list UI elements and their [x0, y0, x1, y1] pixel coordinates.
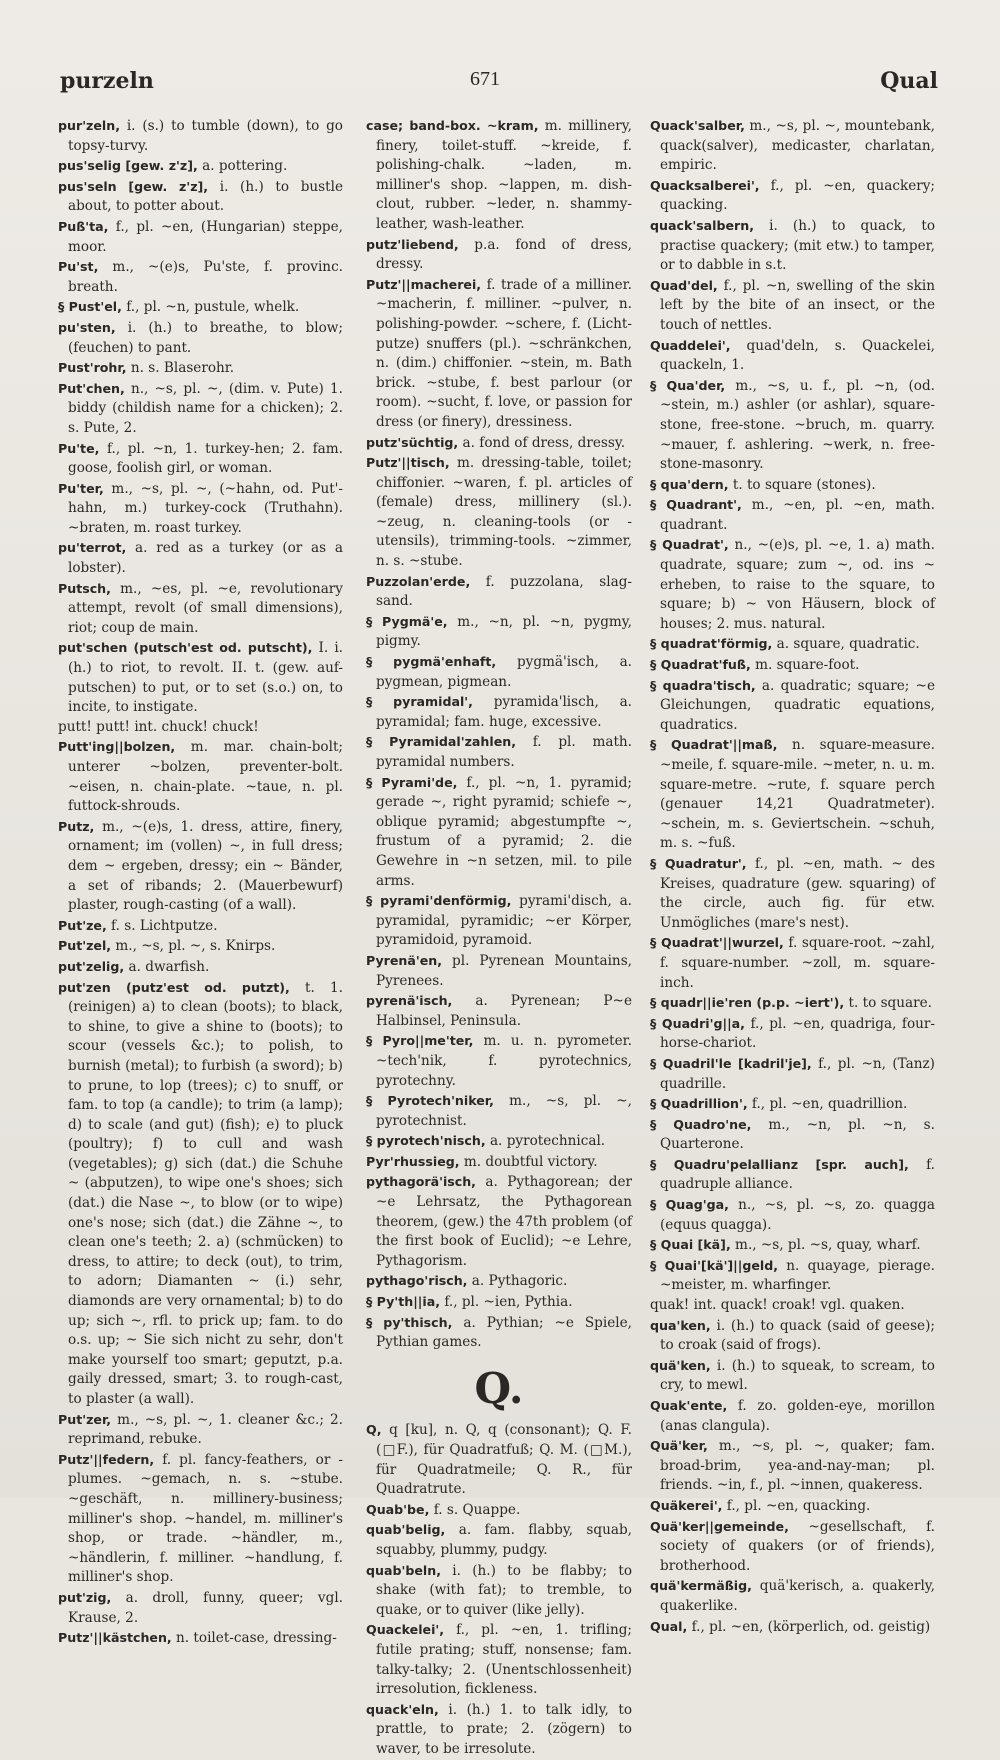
dictionary-entry: putt! putt! int. chuck! chuck!: [58, 718, 259, 735]
page-number: 671: [470, 68, 500, 90]
dictionary-entry: quab'beln, i. (h.) to be flabby; to shake (with fat); to tremble, to quake, or to quiver (like jelly).: [366, 1562, 632, 1618]
dictionary-entry: Quak'ente, f. zo. golden-eye, morillon (anas clangula).: [650, 1398, 935, 1434]
dictionary-entry: § Quadrat'||maß, n. square-measure. ~meile, f. square-mile. ~meter, n. u. m. square-metre. ~rute, f. square perch (genauer 14,21 Quadratmeter). ~schein, m. s. Geviertschein. ~schuh, m. s. ~fuß.: [650, 737, 935, 852]
dictionary-entry: quä'ken, i. (h.) to squeak, to scream, to cry, to mewl.: [650, 1357, 935, 1394]
dictionary-entry: case; band-box. ~kram, m. millinery, finery, toilet-stuff. ~kreide, f. polishing-chalk. ~laden, m. milliner's shop. ~lappen, m. dish-clout, rubber. ~leder, n. shammy-leather, wash-leather.: [366, 118, 632, 232]
dictionary-entry: § Qua'der, m., ~s, u. f., pl. ~n, (od. ~stein, m.) ashler (or ashlar), square-stone, free-stone. ~bruch, m. quarry. ~mauer, f. ashlering. ~werk, n. free-stone-masonry.: [650, 377, 935, 473]
dictionary-entry: quak! int. quack! croak! vgl. quaken.: [650, 1297, 905, 1314]
dictionary-entry: § Quadrant', m., ~en, pl. ~en, math. quadrant.: [650, 497, 935, 533]
dictionary-entry: § Py'th||ia, f., pl. ~ien, Pythia.: [366, 1294, 573, 1311]
dictionary-entry: put'zen (putz'est od. putzt), t. 1. (reinigen) a) to clean (boots); to black, to shine, to give a shine to (boots); to scour (vessels &c.); to polish, to burnish (metal); to furbish (a sword); b) to prune, to lop (trees); c) to snuff, or fam. to top (a candle); to trim (a lamp); d) to scale (and gut) (fish); e) to pluck (poultry); f) to cull and wash (vegetables); g) sich (dat.) die Schuhe ~ (abputzen), to wipe one's shoes; sich (dat.) die Nase ~, to blow (or to wipe) one's nose; sich (dat.) die Zähne ~, to clean one's teeth; 2. a) (schmücken) to dress, to attire; to deck (out), to trim, to adorn; Diamanten ~ (i.) sehr, diamonds are very ornamental; b) to do up; sich ~, rfl. to prick up; fam. to do o.s. up; ~ Sie sich nicht zu sehr, don't make yourself too smart; geputzt, p.a. gaily dressed, smart; 3. to rough-cast, to plaster (a wall).: [58, 979, 343, 1407]
dictionary-entry: § Quadril'le [kadril'je], f., pl. ~n, (Tanz) quadrille.: [650, 1055, 935, 1092]
dictionary-entry: Put'chen, n., ~s, pl. ~, (dim. v. Pute) 1. biddy (childish name for a chicken); 2. s. Pute, 2.: [58, 380, 343, 436]
dictionary-entry: § pyrotech'nisch, a. pyrotechnical.: [366, 1133, 606, 1150]
dictionary-entry: Pyr'rhussieg, m. doubtful victory.: [366, 1153, 598, 1170]
dictionary-entry: § quadrat'förmig, a. square, quadratic.: [650, 636, 920, 653]
dictionary-entry: pus'selig [gew. z'z], a. pottering.: [58, 158, 288, 175]
dictionary-entry: Putt'ing||bolzen, m. mar. chain-bolt; unterer ~bolzen, preventer-bolt. ~eisen, n. chain-plate. ~taue, n. pl. futtock-shrouds.: [58, 739, 343, 815]
dictionary-entry: Quä'ker||gemeinde, ~gesellschaft, f. society of quakers (or of friends), brotherhood.: [650, 1518, 935, 1574]
dictionary-entry: Puzzolan'erde, f. puzzolana, slag-sand.: [366, 573, 632, 610]
dictionary-entry: § pyramidal', pyramida'lisch, a. pyramidal; fam. huge, excessive.: [366, 694, 632, 730]
dictionary-entry: pythago'risch, a. Pythagoric.: [366, 1273, 568, 1290]
dictionary-entry: qua'ken, i. (h.) to quack (said of geese); to croak (said of frogs).: [650, 1317, 935, 1354]
dictionary-entry: Pust'rohr, n. s. Blaserohr.: [58, 360, 235, 377]
dictionary-entry: put'zig, a. droll, funny, queer; vgl. Krause, 2.: [58, 1589, 343, 1626]
dictionary-entry: § Quadri'g||a, f., pl. ~en, quadriga, four-horse-chariot.: [650, 1015, 935, 1052]
dictionary-entry: § py'thisch, a. Pythian; ~e Spiele, Pythian games.: [366, 1314, 632, 1351]
dictionary-entry: Q, q [ku], n. Q, q (consonant); Q. F. (□F.), für Quadratfuß; Q. M. (□M.), für Quadratmeile; Q. R., für Quadratrute.: [366, 1422, 632, 1498]
dictionary-entry: putz'liebend, p.a. fond of dress, dressy.: [366, 236, 632, 273]
dictionary-entry: Quad'del, f., pl. ~n, swelling of the skin left by the bite of an insect, or the touch of nettles.: [650, 277, 935, 333]
dictionary-entry: § pygmä'enhaft, pygmä'isch, a. pygmean, pigmean.: [366, 654, 632, 690]
dictionary-entry: quack'eln, i. (h.) 1. to talk idly, to prattle, to prate; 2. (zögern) to waver, to be irresolute.: [366, 1701, 632, 1757]
dictionary-entry: Put'zel, m., ~s, pl. ~, s. Knirps.: [58, 938, 276, 955]
dictionary-entry: § Pust'el, f., pl. ~n, pustule, whelk.: [58, 299, 300, 316]
dictionary-entry: Quä'ker, m., ~s, pl. ~, quaker; fam. broad-brim, yea-and-nay-man; pl. friends. ~in, f., pl. ~innen, quakeress.: [650, 1438, 935, 1494]
dictionary-entry: § Quai'[kä']||geld, n. quayage, pierage. ~meister, m. wharfinger.: [650, 1257, 935, 1294]
dictionary-entry: Quack'salber, m., ~s, pl. ~, mountebank, quack(salver), medicaster, charlatan, empiric.: [650, 118, 935, 174]
column-right: [650, 116, 935, 1637]
dictionary-entry: § Pyrami'de, f., pl. ~n, 1. pyramid; gerade ~, right pyramid; schiefe ~, oblique pyramid; abgestumpfte ~, frustum of a pyramid; 2. die Gewehre in ~n setzen, mil. to pile arms.: [366, 774, 632, 889]
dictionary-entry: Quab'be, f. s. Quappe.: [366, 1501, 521, 1518]
dictionary-entry: Pu'te, f., pl. ~n, 1. turkey-hen; 2. fam. goose, foolish girl, or woman.: [58, 440, 343, 477]
dictionary-entry: pus'seln [gew. z'z], i. (h.) to bustle about, to potter about.: [58, 178, 343, 215]
dictionary-entry: quä'kermäßig, quä'kerisch, a. quakerly, quakerlike.: [650, 1578, 935, 1614]
dictionary-entry: quack'salbern, i. (h.) to quack, to practise quackery; (mit etw.) to tamper, or to dabble in s.t.: [650, 217, 935, 274]
dictionary-entry: § Quadrat'fuß, m. square-foot.: [650, 657, 860, 674]
running-head-left: purzeln: [60, 68, 154, 94]
dictionary-entry: § pyrami'denförmig, pyrami'disch, a. pyramidal, pyramidic; ~er Körper, pyramidoid, pyramoid.: [366, 893, 633, 949]
dictionary-entry: § Quadrillion', f., pl. ~en, quadrillion.: [650, 1096, 908, 1113]
dictionary-entry: § Quadro'ne, m., ~n, pl. ~n, s. Quarterone.: [650, 1116, 935, 1153]
dictionary-entry: Quäkerei', f., pl. ~en, quacking.: [650, 1497, 871, 1514]
dictionary-entry: § Quadrat'||wurzel, f. square-root. ~zahl, f. square-number. ~zoll, m. square-inch.: [650, 935, 935, 991]
dictionary-entry: Pyrenä'en, pl. Pyrenean Mountains, Pyrenees.: [366, 952, 632, 989]
dictionary-entry: put'schen (putsch'est od. putscht), I. i. (h.) to riot, to revolt. II. t. (gew. auf-putschen) to put, or to set (s.o.) on, to incite, to instigate.: [58, 640, 343, 716]
dictionary-entry: Quackelei', f., pl. ~en, 1. trifling; futile prating; stuff, nonsense; fam. talky-talky; 2. (Unentschlossenheit) irresolution, fickleness.: [366, 1622, 632, 1698]
dictionary-entry: put'zelig, a. dwarfish.: [58, 958, 210, 975]
dictionary-entry: pyrenä'isch, a. Pyrenean; P~e Halbinsel, Peninsula.: [366, 993, 632, 1029]
dictionary-entry: § Quadrat', n., ~(e)s, pl. ~e, 1. a) math. quadrate, square; zum ~, od. ins ~ erheben, to raise to the square, to square; b) ~ von Häusern, block of houses; 2. mus. natural.: [650, 537, 935, 632]
dictionary-entry: putz'süchtig, a. fond of dress, dressy.: [366, 434, 626, 451]
dictionary-entry: § Quadratur', f., pl. ~en, math. ~ des Kreises, quadrature (gew. squaring) of the circle, auch fig. für etw. Unmögliches (mare's nest).: [650, 855, 935, 931]
dictionary-entry: Quacksalberei', f., pl. ~en, quackery; quacking.: [650, 177, 935, 214]
dictionary-entry: § Quag'ga, n., ~s, pl. ~s, zo. quagga (equus quagga).: [650, 1197, 935, 1233]
dictionary-entry: § Quai [kä], m., ~s, pl. ~s, quay, wharf.: [650, 1237, 921, 1254]
dictionary-entry: Putz'||tisch, m. dressing-table, toilet; chiffonier. ~waren, f. pl. articles of (female) dress, millinery (sl.). ~zeug, n. cleaning-tools (or -utensils), trimming-tools. ~zimmer, n. s. ~stube.: [366, 455, 632, 570]
column-middle: [366, 116, 632, 1760]
dictionary-entry: pu'sten, i. (h.) to breathe, to blow; (feuchen) to pant.: [58, 319, 343, 356]
dictionary-entry: pythagorä'isch, a. Pythagorean; der ~e Lehrsatz, the Pythagorean theorem, (gew.) the 47th problem (of the first book of Euclid); ~e Lehre, Pythagorism.: [366, 1174, 632, 1269]
dictionary-entry: Put'zer, m., ~s, pl. ~, 1. cleaner &c.; 2. reprimand, rebuke.: [58, 1411, 343, 1448]
column-left: [58, 116, 343, 1649]
dictionary-entry: § Pygmä'e, m., ~n, pl. ~n, pygmy, pigmy.: [366, 613, 633, 650]
dictionary-entry: § Quadru'pelallianz [spr. auch], f. quadruple alliance.: [650, 1156, 935, 1193]
dictionary-entry: Putz, m., ~(e)s, 1. dress, attire, finery, ornament; im (vollen) ~, in full dress; dem ~ ergeben, dressy; ein ~ Bänder, a set of ribands; 2. (Mauerbewurf) plaster, rough-casting (of a wall).: [58, 818, 343, 914]
dictionary-entry: Quaddelei', quad'deln, s. Quackelei, quackeln, 1.: [650, 337, 935, 374]
dictionary-entry: Pu'st, m., ~(e)s, Pu'ste, f. provinc. breath.: [58, 259, 343, 295]
dictionary-entry: Putz'||kästchen, n. toilet-case, dressing-: [58, 1630, 337, 1647]
dictionary-entry: Putz'||macherei, f. trade of a milliner. ~macherin, f. milliner. ~pulver, n. polishing-powder. ~schere, f. (Licht-putze) snuffers (pl.). ~schränkchen, n. (dim.) chiffonier. ~stein, m. Bath brick. ~stube, f. best parlour (or room). ~sucht, f. love, or passion for dress (or finery), dressiness.: [366, 276, 632, 430]
dictionary-entry: pu'terrot, a. red as a turkey (or as a lobster).: [58, 540, 343, 577]
dictionary-entry: Qual, f., pl. ~en, (körperlich, od. geistig): [650, 1618, 931, 1635]
dictionary-entry: § Pyramidal'zahlen, f. pl. math. pyramidal numbers.: [366, 734, 632, 770]
dictionary-entry: quab'belig, a. fam. flabby, squab, squabby, plummy, pudgy.: [366, 1522, 632, 1558]
dictionary-entry: Pu'ter, m., ~s, pl. ~, (~hahn, od. Put'-hahn, m.) turkey-cock (Truthahn). ~braten, m. roast turkey.: [58, 480, 343, 536]
dictionary-entry: Put'ze, f. s. Lichtputze.: [58, 917, 218, 934]
dictionary-entry: pur'zeln, i. (s.) to tumble (down), to go topsy-turvy.: [58, 118, 343, 154]
running-head-right: Qual: [880, 68, 938, 94]
dictionary-entry: Puß'ta, f., pl. ~en, (Hungarian) steppe, moor.: [58, 218, 343, 255]
dictionary-entry: Putsch, m., ~es, pl. ~e, revolutionary attempt, revolt (of small dimensions), riot; coup de main.: [58, 580, 343, 636]
dictionary-entry: § Pyro||me'ter, m. u. n. pyrometer. ~tech'nik, f. pyrotechnics, pyrotechny.: [366, 1033, 632, 1089]
section-letter-heading: Q.: [474, 1363, 524, 1413]
dictionary-entry: § quadr||ie'ren (p.p. ~iert'), t. to square.: [650, 995, 932, 1012]
dictionary-entry: § qua'dern, t. to square (stones).: [650, 476, 876, 493]
dictionary-entry: § Pyrotech'niker, m., ~s, pl. ~, pyrotechnist.: [366, 1093, 632, 1129]
dictionary-entry: Putz'||federn, f. pl. fancy-feathers, or -plumes. ~gemach, n. s. ~stube. ~geschäft, n. millinery-business; milliner's shop. ~handel, m. milliner's shop, or trade. ~händler, m., ~händlerin, f. milliner. ~handlung, f. milliner's shop.: [58, 1451, 343, 1586]
dictionary-entry: § quadra'tisch, a. quadratic; square; ~e Gleichungen, quadratic equations, quadratics.: [650, 677, 935, 733]
